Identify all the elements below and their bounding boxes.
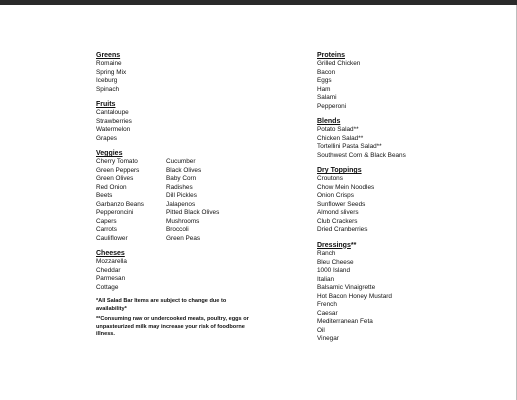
list-item: Black Olives [166,166,202,174]
cheeses-heading: Cheeses [96,250,125,257]
dry-toppings-section [317,166,406,235]
list-item: Romaine [96,60,122,67]
list-item: Balsamic Vinaigrette [317,284,376,291]
list-item: Parmesan [96,275,126,282]
dressings-heading-row [317,241,406,251]
list-item: Bleu Cheese [317,258,354,266]
list-item: Radishes [166,183,193,191]
dry-toppings-heading: Dry Toppings [317,167,362,174]
list-item: Ranch [317,250,336,257]
list-item: Oil [317,326,325,334]
list-item: Eggs [317,77,332,84]
list-item: Mediterranean Feta [317,318,373,325]
list-item: Almond slivers [317,209,359,216]
list-item: Cherry Tomato [96,158,138,165]
list-item: Pepperoncini [96,209,134,216]
list-item: Spring Mix [96,68,127,76]
list-item: Sunflower Seeds [317,200,366,208]
proteins-section [317,51,406,111]
list-item: Potato Salad** [317,126,359,133]
list-item: Green Olives [96,175,134,182]
list-item: Salami [317,94,337,101]
list-item: Green Peas [166,234,201,242]
list-item: Cantaloupe [96,109,129,116]
greens-heading: Greens [96,52,121,59]
list-item: Capers [96,217,117,225]
food-safety-note: **Consuming raw or undercooked meats, poultry, eggs or unpasteurized milk may increase your risk of foodborne illness. [96,316,249,338]
list-item: Club Crackers [317,217,358,225]
list-item: Broccoli [166,226,189,233]
veggies-columns [96,158,256,243]
list-item: Cottage [96,283,119,291]
blends-heading: Blends [317,118,341,125]
greens-section [96,51,256,94]
right-column [317,51,406,350]
list-item: Garbanzo Beans [96,200,144,208]
list-item: Caesar [317,309,338,317]
footnotes [96,298,256,339]
list-item: Strawberries [96,117,132,125]
list-item: Iceburg [96,77,118,84]
list-item: Grapes [96,134,117,142]
proteins-heading: Proteins [317,52,346,59]
list-item: Vinegar [317,335,339,342]
availability-note: *All Salad Bar Items are subject to change due to availability* [96,298,227,312]
blends-section [317,117,406,160]
list-item: Pitted Black Olives [166,209,220,216]
list-item: 1000 Island [317,267,351,274]
veggies-section [96,149,256,243]
veggies-column-1 [96,158,166,243]
list-item: Mozzarella [96,258,127,265]
list-item: Cheddar [96,266,121,274]
list-item: Chicken Salad** [317,134,364,142]
dressings-heading: Dressings [317,241,351,249]
list-item: Carrots [96,226,117,233]
fruits-heading: Fruits [96,101,116,108]
list-item: Green Peppers [96,166,140,174]
veggies-column-2 [166,158,236,243]
list-item: French [317,301,337,308]
list-item: Italian [317,275,335,283]
fruits-section [96,100,256,143]
list-item: Jalapenos [166,200,196,208]
list-item: Hot Bacon Honey Mustard [317,292,392,300]
veggies-heading: Veggies [96,150,123,157]
list-item: Grilled Chicken [317,60,361,67]
list-item: Cauliflower [96,234,128,242]
list-item: Chow Mein Noodles [317,183,375,191]
list-item: Dill Pickles [166,192,197,199]
list-item: Cucumber [166,158,196,165]
list-item: Croutons [317,175,343,182]
list-item: Baby Corn [166,175,197,182]
list-item: Tortellini Pasta Salad** [317,143,382,150]
list-item: Beets [96,192,113,199]
cheeses-section [96,249,256,292]
window-top-bar [0,0,517,5]
dressings-heading-suffix: ** [350,241,357,249]
dressings-section [317,241,406,344]
list-item: Bacon [317,68,336,76]
list-item: Red Onion [96,183,127,191]
list-item: Southwest Corn & Black Beans [317,151,406,159]
list-item: Watermelon [96,126,131,133]
list-item: Ham [317,85,331,93]
list-item: Onion Crisps [317,192,354,199]
list-item: Dried Cranberries [317,226,368,233]
left-column [96,51,256,342]
list-item: Pepperoni [317,102,347,110]
list-item: Mushrooms [166,217,200,225]
list-item: Spinach [96,85,120,93]
